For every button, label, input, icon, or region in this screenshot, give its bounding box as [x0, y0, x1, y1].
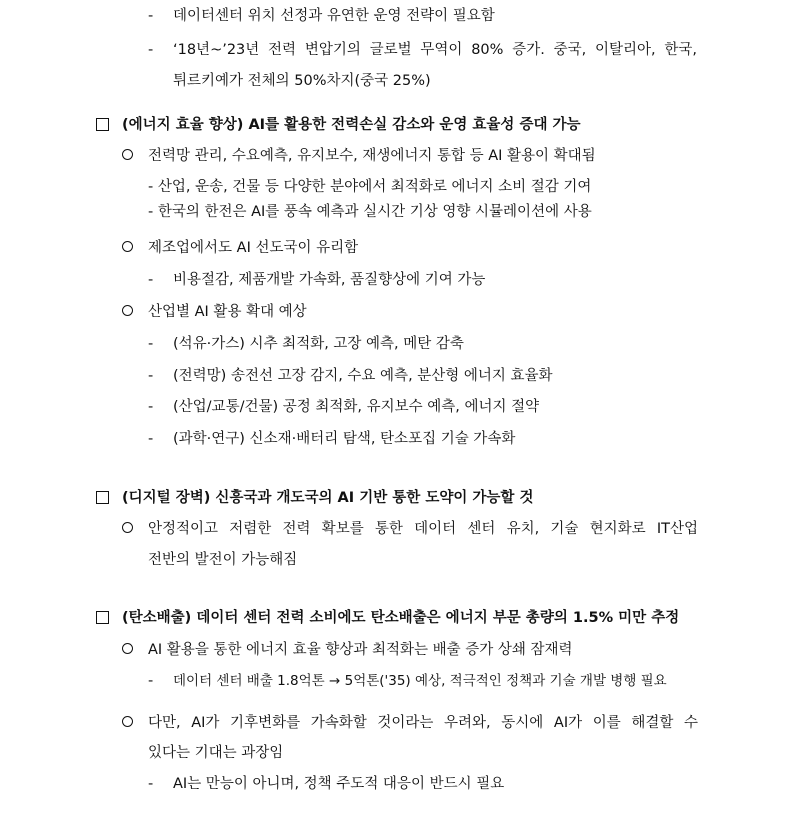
circle-bullet-icon — [122, 519, 133, 539]
s1-point-3-detail-3: (산업/교통/건물) 공정 최적화, 유지보수 예측, 에너지 절약 — [173, 399, 540, 415]
bullet-dash: - — [148, 336, 154, 352]
s3-point-2-detail-1: AI는 만능이 아니며, 정책 주도적 대응이 반드시 필요 — [173, 776, 505, 792]
circle-bullet-icon — [122, 640, 133, 660]
s1-point-1-detail-2: - 한국의 한전은 AI를 풍속 예측과 실시간 기상 영향 시뮬레이션에 사용 — [148, 204, 592, 220]
intro-bullet-2-line-2: 튀르키예가 전체의 50%차지(중국 25%) — [173, 73, 431, 89]
square-bullet-icon — [96, 116, 109, 136]
s3-point-1-detail-1: 데이터 센터 배출 1.8억톤 → 5억톤('35) 예상, 적극적인 정책과 기술 개발 병행 필요 — [173, 673, 667, 689]
s2-point-1-line-1: 안정적이고 저렴한 전력 확보를 통한 데이터 센터 유치, 기술 현지화로 IT산업 — [148, 521, 698, 537]
bullet-dash: - — [148, 42, 154, 58]
s1-point-3: 산업별 AI 활용 확대 예상 — [148, 304, 307, 320]
section-title-digital-barrier: (디지털 장벽) 신흥국과 개도국의 AI 기반 통한 도약이 가능할 것 — [122, 490, 534, 506]
s3-point-2-line-2: 있다는 기대는 과장임 — [148, 745, 284, 761]
s1-point-2: 제조업에서도 AI 선도국이 유리함 — [148, 240, 359, 256]
section-title-energy-efficiency: (에너지 효율 향상) AI를 활용한 전력손실 감소와 운영 효율성 증대 가능 — [122, 117, 581, 133]
circle-bullet-icon — [122, 146, 133, 166]
square-bullet-icon — [96, 489, 109, 509]
bullet-dash: - — [148, 673, 154, 689]
bullet-dash: - — [148, 272, 154, 288]
s1-point-3-detail-1: (석유·가스) 시추 최적화, 고장 예측, 메탄 감축 — [173, 336, 464, 352]
circle-bullet-icon — [122, 302, 133, 322]
s1-point-1: 전력망 관리, 수요예측, 유지보수, 재생에너지 통합 등 AI 활용이 확대됨 — [148, 148, 596, 164]
circle-bullet-icon — [122, 713, 133, 733]
section-title-carbon-emission: (탄소배출) 데이터 센터 전력 소비에도 탄소배출은 에너지 부문 총량의 1.5% 미만 추정 — [122, 610, 680, 626]
intro-bullet-2-line-1: ‘18년~’23년 전력 변압기의 글로벌 무역이 80% 증가. 중국, 이탈리아, 한국, — [173, 42, 697, 58]
s1-point-3-detail-4: (과학·연구) 신소재·배터리 탐색, 탄소포집 기술 가속화 — [173, 431, 516, 447]
s1-point-1-detail-1: - 산업, 운송, 건물 등 다양한 분야에서 최적화로 에너지 소비 절감 기여 — [148, 179, 592, 195]
s1-point-3-detail-2: (전력망) 송전선 고장 감지, 수요 예측, 분산형 에너지 효율화 — [173, 368, 553, 384]
square-bullet-icon — [96, 609, 109, 629]
bullet-dash: - — [148, 431, 154, 447]
s1-point-2-detail-1: 비용절감, 제품개발 가속화, 품질향상에 기여 가능 — [173, 272, 486, 288]
bullet-dash: - — [148, 776, 154, 792]
s2-point-1-line-2: 전반의 발전이 가능해짐 — [148, 552, 298, 568]
bullet-dash: - — [148, 399, 154, 415]
intro-bullet-1: 데이터센터 위치 선정과 유연한 운영 전략이 필요함 — [173, 8, 495, 24]
s3-point-1: AI 활용을 통한 에너지 효율 향상과 최적화는 배출 증가 상쇄 잠재력 — [148, 642, 573, 658]
bullet-dash: - — [148, 8, 154, 24]
circle-bullet-icon — [122, 238, 133, 258]
bullet-dash: - — [148, 368, 154, 384]
s3-point-2-line-1: 다만, AI가 기후변화를 가속화할 것이라는 우려와, 동시에 AI가 이를 해결할 수 — [148, 715, 698, 731]
